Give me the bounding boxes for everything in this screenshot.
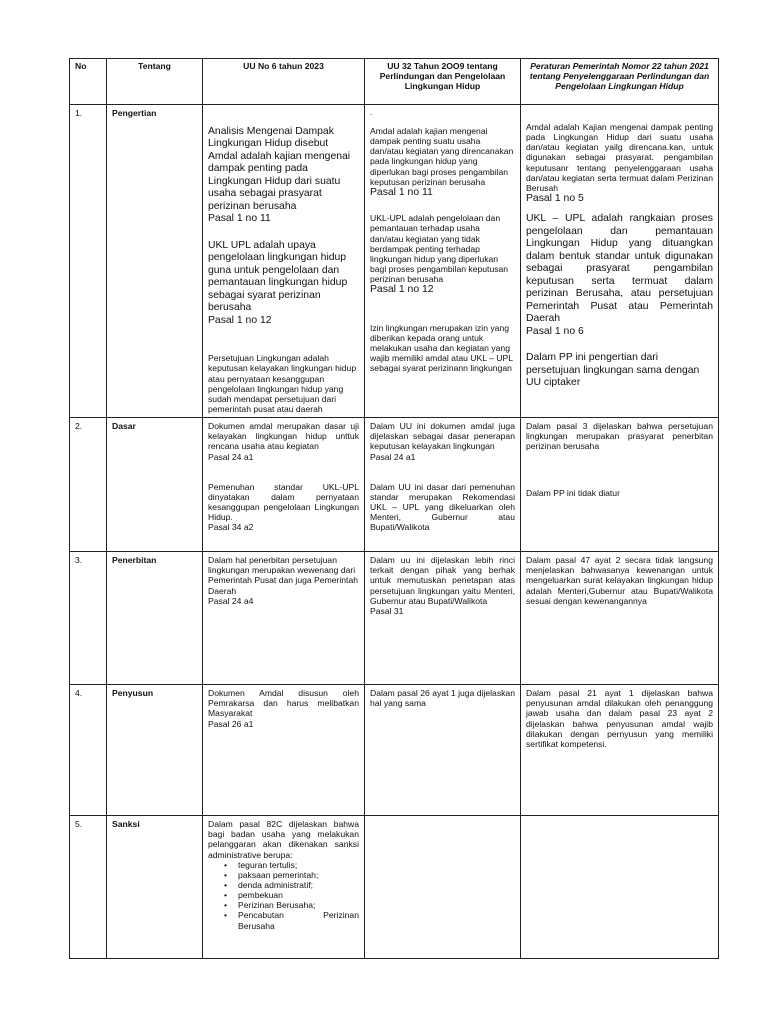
list-item: • pembekuan (238, 890, 359, 900)
cell-pp22 (521, 685, 719, 816)
cell-pp22 (521, 816, 719, 959)
table-row (70, 552, 719, 685)
cell-paragraph: Dalam PP ini tidak diatur (526, 487, 620, 498)
cell-paragraph: Amdal adalah Kajian mengenai dampak penting pada Lingkungan Hidup dari suatu usaha dan/atau kegiatan yailg direncana.kan, untuk digunakan sebagai prasyarat. pengambilan keputusanr tentang penyelenggaraan usaha dan/atau kegiatan serta termuat dalam Perizinan Berusah (526, 122, 713, 193)
row-topic: Penyusun (107, 685, 203, 816)
table-row (70, 105, 719, 418)
header-row (70, 59, 719, 105)
table-row (70, 418, 719, 552)
cell-paragraph: Pasal 1 no 12 (370, 284, 434, 296)
row-number: 3. (70, 552, 107, 685)
cell-paragraph: Dalam pasal 82C dijelaskan bahwa bagi badan usaha yang melakukan pelanggaran akan dikenakan sanksi administrative berupa: (208, 819, 359, 860)
cell-paragraph: Dalam pasal 47 ayat 2 secara tidak langsung menjelaskan bahwasanya kewenangan untuk mengeluarkan surat kelayakan lingkungan hidup adalah Menteri,Gubernur atau Bupati/Walikota sesuai dengan kewenangannya (526, 555, 713, 606)
cell-paragraph: Pasal 24 a1 (208, 451, 254, 462)
row-topic: Dasar (107, 418, 203, 552)
cell-paragraph: Pasal 34 a2 (208, 522, 254, 533)
comparison-table (69, 58, 719, 959)
cell-paragraph: Pasal 24 a1 (370, 451, 416, 462)
table-row (70, 685, 719, 816)
cell-uu32 (365, 685, 521, 816)
cell-paragraph: Persetujuan Lingkungan adalah keputusan kelayakan lingkungan hidup atau pernyataan kesanggupan pengelolaan lingkungan hidup yang sudah mendapat persetujuan dari pemerintah pusat atau daerah (208, 353, 357, 414)
row-topic: Penerbitan (107, 552, 203, 685)
cell-uu6 (203, 418, 365, 552)
cell-paragraph: Pemenuhan standar UKL-UPL dinyatakan dalam pernyataan kesanggupan pengelolaan Lingkungan Hidup. (208, 481, 359, 523)
row-number: 5. (70, 816, 107, 959)
row-topic: Sanksi (107, 816, 203, 959)
cell-uu32 (365, 816, 521, 959)
cell-paragraph: Pasal 31 (370, 605, 404, 616)
cell-uu32 (365, 552, 521, 685)
cell-uu6 (203, 552, 365, 685)
header-uu32: UU 32 Tahun 2OO9 tentang Perlindungan dan Pengelolaan Lingkungan Hidup (365, 59, 521, 105)
cell-paragraph: Dalam uu ini dijelaskan lebih rinci terkait dengan pihak yang berhak untuk memutuskan penetapan atas persetujuan lingkungan yaitu Menteri, Gubernur atau Bupati/Walikota (370, 555, 515, 606)
cell-paragraph: UKL-UPL adalah pengelolaan dan pemantauan terhadap usaha dan/atau kegiatan yang tidak berdampak penting terhadap lingkungan hidup yang diperlukan bagi proses pengambilan keputusan perizinan berusaha (370, 213, 509, 285)
header-no: No (70, 59, 107, 105)
cell-uu6 (203, 816, 365, 959)
cell-uu32 (365, 418, 521, 552)
cell-uu6 (203, 685, 365, 816)
cell-paragraph: Dalam UU ini dokumen amdal juga dijelaskan sebagai dasar penerapan keputusan kelayakan lingkungan (370, 421, 515, 452)
cell-paragraph: Dalam pasal 21 ayat 1 dijelaskan bahwa penyusunan amdal dilakukan oleh penanggung jawab usaha dan dalam pasal 23 ayat 2 dijelaskan bahwa penyusunan amdal wajib dilakukan dengan pernyusun yang memiliki sertifikat kompetensi. (526, 688, 713, 749)
cell-paragraph: Dokumen Amdal disusun oleh Pemrakarsa dan harus melibatkan Masyarakat (208, 688, 359, 719)
row-number: 4. (70, 685, 107, 816)
list-item: • Pencabutan Perizinan Berusaha (238, 910, 359, 930)
row-number: 1. (70, 105, 107, 418)
list-item: • denda administratif; (238, 880, 359, 890)
cell-paragraph: Dalam pasal 3 dijelaskan bahwa persetujuan lingkungan merupakan prasyarat penerbitan perizinan berusaha (526, 421, 713, 452)
cell-paragraph: Dokumen amdal merupakan dasar uji kelayakan lingkungan hidup unttuk rencana usaha atau kegiatan (208, 421, 359, 452)
cell-uu6 (203, 105, 365, 418)
cell-paragraph: Analisis Mengenai Dampak Lingkungan Hidup disebut Amdal adalah kajian mengenai dampak penting pada Lingkungan Hidup dari suatu usaha sebagai prasyarat perizinan berusaha (208, 126, 351, 212)
cell-paragraph: Pasal 1 no 6 (526, 325, 584, 337)
header-uu6: UU No 6 tahun 2023 (203, 59, 365, 105)
cell-paragraph: Pasal 1 no 11 (208, 213, 271, 225)
table-row (70, 816, 719, 959)
list-item: • Perizinan Berusaha; (238, 900, 359, 910)
cell-paragraph: Pasal 1 no 11 (370, 186, 433, 198)
list-item: • paksaan pemerintah; (238, 870, 359, 880)
row-number: 2. (70, 418, 107, 552)
cell-paragraph: Dalam hal penerbitan persetujuan lingkungan merupakan wewenang dari Pemerintah Pusat dan juga Pemerintah Daerah (208, 555, 359, 596)
cell-pp22 (521, 552, 719, 685)
cell-uu32 (365, 105, 521, 418)
cell-paragraph: Dalam PP ini pengertian dari persetujuan lingkungan sama dengan UU ciptaker (526, 352, 700, 389)
header-pp22: Peraturan Pemerintah Nomor 22 tahun 2021 tentang Penyelenggaraan Perlindungan dan Pengelolaan Lingkungan Hidup (521, 59, 719, 105)
cell-pp22 (521, 418, 719, 552)
header-topic: Tentang (107, 59, 203, 105)
cell-paragraph: UKL UPL adalah upaya pengelolaan lingkungan hidup guna untuk pengelolaan dan pemantauan lingkungan hidup sebagai syarat perizinan berusaha (208, 239, 348, 314)
cell-paragraph: . (370, 107, 373, 117)
sanction-list (208, 860, 359, 931)
list-item: • teguran tertulis; (238, 860, 359, 870)
cell-paragraph: Pasal 26 a1 (208, 718, 254, 729)
cell-paragraph: Amdal adalah kajian mengenai dampak penting suatu usaha dan/atau kegiatan yang direncanakan pada lingkungan hidup yang diperlukan bagi proses pengambilan keputusan perizinan berusaha (370, 126, 514, 187)
cell-paragraph: Izin lingkungan merupakan izin yang diberikan kepada orang untuk melakukan usaha dan kegiatan yang wajib memiliki amdal atau UKL – UPL sebagai syarat perizinann lingkungan (370, 322, 513, 374)
cell-paragraph: UKL – UPL adalah rangkaian proses pengelolaan dan pemantauan Lingkungan Hidup yang dituangkan dalam bentuk standar untuk digunakan sebagai prasyarat pengambilan keputusan serta termuat dalam perizinan Berusaha, atau persetujuan Pemerintah Pusat atau Pemerintah Daerah (526, 213, 713, 325)
cell-paragraph: Pasal 24 a4 (208, 595, 254, 606)
cell-paragraph: Dalam pasal 26 ayat 1 juga dijelaskan hal yang sama (370, 688, 515, 709)
row-topic: Pengertian (107, 105, 203, 418)
cell-paragraph: Pasal 1 no 12 (208, 314, 272, 326)
cell-pp22 (521, 105, 719, 418)
cell-paragraph: Pasal 1 no 5 (526, 192, 584, 204)
cell-paragraph: Dalam UU ini dasar dari pemenuhan standar merupakan Rekomendasi UKL – UPL yang dikeluarkan oleh Menteri, Gubernur atau Bupati/Walikota (370, 481, 515, 533)
